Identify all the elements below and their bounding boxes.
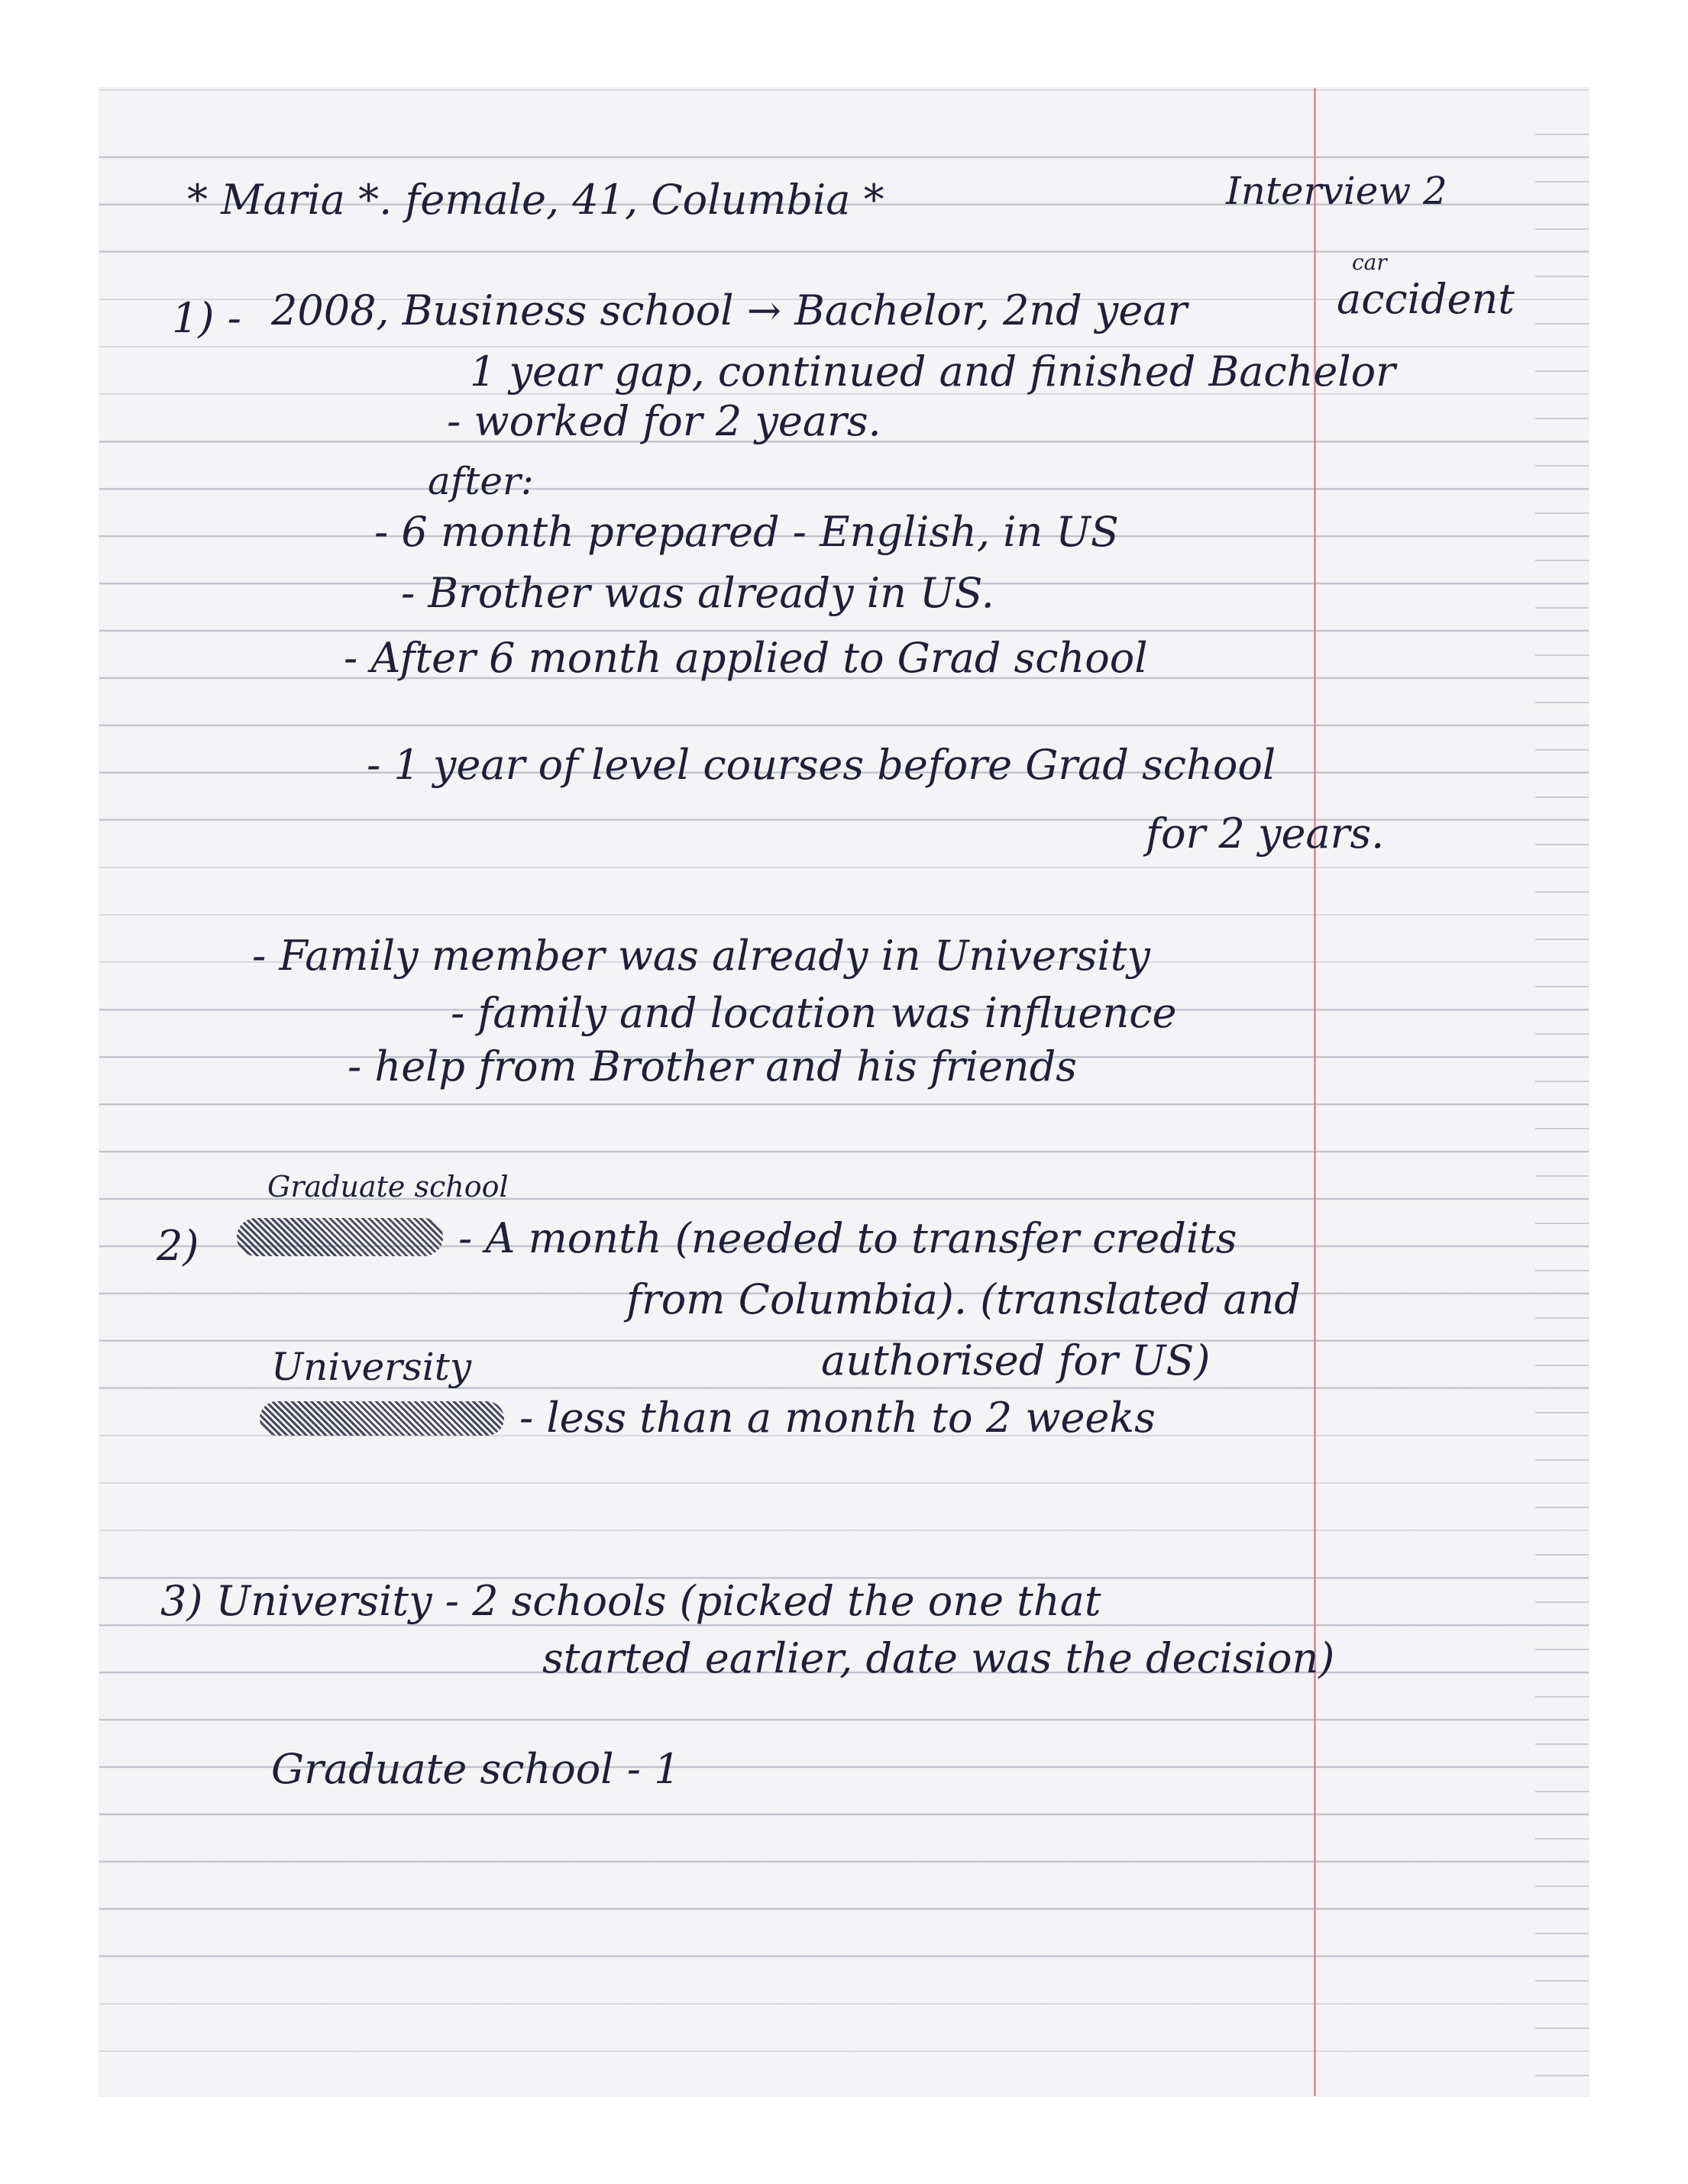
section-1-line-12: - help from Brother and his friends [348,1042,1077,1090]
section-3-line-3: Graduate school - 1 [271,1745,681,1793]
graduate-school-label: Graduate school [267,1170,509,1203]
section-1-line-1: 2008, Business school → Bachelor, 2nd year [271,286,1188,334]
section-1-line-8: - 1 year of level courses before Grad school [367,741,1276,789]
section-2-line-3: authorised for US) [821,1336,1211,1384]
page-title: * Maria *. female, 41, Columbia * [187,176,884,224]
section-1-line-4: after: [428,459,534,503]
accident-word: accident [1337,275,1515,323]
crossed-out-word-2 [260,1401,504,1436]
interview-label: Interview 2 [1226,169,1447,213]
section-2-line-2: from Columbia). (translated and [626,1275,1301,1323]
section-1-line-3: - worked for 2 years. [447,397,881,445]
section-1-line-11: - family and location was influence [451,989,1177,1037]
section-1-line-7: - After 6 month applied to Grad school [344,634,1148,682]
section-3-line-1: 3) University - 2 schools (picked the one that [160,1577,1101,1625]
section-1-line-9: for 2 years. [1146,809,1385,858]
section-2-line-4: - less than a month to 2 weeks [519,1394,1156,1442]
section-3-line-2: started earlier, date was the decision) [542,1634,1335,1682]
section-2-number: 2) [157,1222,199,1270]
crossed-out-word [237,1218,443,1256]
university-label: University [271,1345,472,1389]
section-1-line-10: - Family member was already in University [252,932,1150,980]
notebook-page [99,88,1589,2096]
car-note: car [1352,250,1387,275]
section-2-line-1: - A month (needed to transfer credits [458,1214,1237,1262]
section-1-number: 1) - [172,294,241,342]
section-1-line-5: - 6 month prepared - English, in US [374,508,1119,556]
section-1-line-2: 1 year gap, continued and finished Bachelor [470,347,1395,396]
section-1-line-6: - Brother was already in US. [401,569,994,617]
